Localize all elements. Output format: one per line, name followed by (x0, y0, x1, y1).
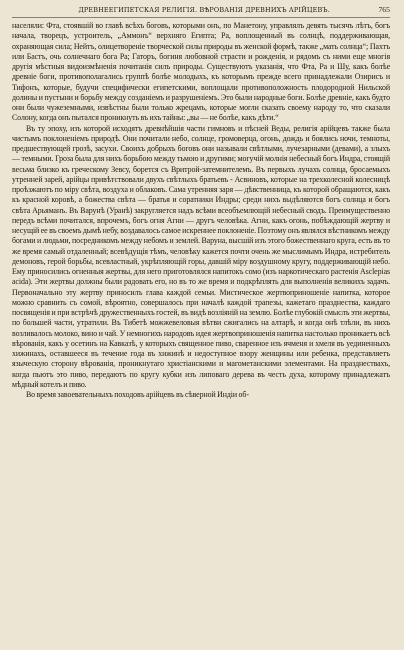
body-text (12, 21, 390, 400)
running-title: ДРЕВНЕЕГИПЕТСКАЯ РЕЛИГІЯ. ВѢРОВАНІЯ ДРЕВНИХЪ АРІЙЦЕВЪ. (78, 6, 330, 14)
running-header (12, 5, 390, 18)
paragraph-2: Въ ту эпоху, изъ которой исходятъ древнѣйшія части гимновъ и пѣсней Веды, религія арійцевъ также была чистымъ поклоненіемъ природѣ. Они почитали небо, солнце, громоверца, огонь, дождь и боялись ночи, темноты, предшествующей грозѣ, засухи. Своихъ добрыхъ боговъ они называли свѣтлыми, лучезарными (девами), а злыхъ — темными. Гроза была для нихъ борьбою между тьмою и другими; могучій молнія небесный богъ Индра, стоящій весьма близко къ греческому Зевсу, борется съ Вритрой-затемнителемъ. Въ первыхъ лучахъ солнца, бросаемыхъ утренней зарей, арійцы привѣтствовали двухъ свѣтлыхъ братьевъ - Асвиновъ, которые на трехколесной колесницѣ проѣзжаютъ по міру свѣта, воздуха и облаковъ. Сама утренняя заря — дѣвственница, къ которой обращаются, какъ къ красной коровѣ, а божества свѣта — братья и соратники Индры; среди нихъ выдѣляются богъ солнца и богъ свѣта Арьяманъ. Въ Варунѣ (Уранѣ) закругляется надъ всѣми всеобъемлющій небесный сводъ. Преимущественно передъ всѣми почитался, впрочемъ, богъ огня Агни — другъ человѣка. Агни, какъ огонь, побѣждающій жертву и несущій ее въ своемъ дымѣ небу, воздавалось самое искреннее поклоненіе. Поэтому онъ являлся вѣстникомъ между богами и людьми, посредникомъ между небомъ и землей. Варуна, высшій изъ этого божественнаго круга, есть въ то же время самый отдаленный; всевѣдущія тѣмъ, человѣку кажется почти очень же мыслимымъ Индра, истребитель демоновъ, герой борьбы, всевластный, укрѣпляющій горы, давшій міру воздушному кругу, поддерживающій небо. Ему приносились огненныя жертвы, для него приготовлялся напитокъ сомо (изъ наркотическаго растенія Asclepias acida). Эти жертвы должны были радовать его, но въ то же время и подкрѣплять для выполненія великихъ задачъ. Первоначально эту жертву приносилъ глава каждой семьи. Мистическое жертвоприношеніе напитка, которое можно сравнить съ сомой, вѣроятно, совершалось при началѣ каждой трапезы, кажетаго празднества, каждаго посвященія и при встрѣчѣ дружественныхъ гостей, въ видѣ возліяній на землю. Болѣе глубокій смыслъ эти жертвы, по большей части, утратили. Въ Тибетѣ можжевеловыя вѣтви сжигались на алтарѣ, и когда онѣ тлѣли, въ нихъ возливалось молоко, вино и чай. У немногихъ народовъ идея жертвоприношенія напитка настолько проникаетъ всѣ вѣрованія, какъ у осетинъ на Кавказѣ, у которыхъ священное пиво, сваренное изъ ячменя и хмеля въ уединенныхъ хижинахъ, оставшееся въ течение года въ хижинѣ и недоступное взору женщины или ребенка, представляетъ языческую сторону вѣрованія, проникнутаго христіанскими и магометанскими элементами. На празднествахъ, когда пьютъ это пиво, передаютъ по кругу кубки изъ липоваго дерева въ честь духа, которому принадлежатъ мѣдный котелъ и пиво. (12, 123, 390, 389)
paragraph-3: Во время завоевательныхъ походовъ арійцевъ въ сѣверной Индіи об- (26, 390, 249, 399)
paragraph-1: населяли: Фта, стоявшій во главѣ всѣхъ боговъ, которыми онъ, по Манетону, управлялъ девять тысячъ лѣтъ, богъ начала, творецъ, устроитель, „Аммонъ“ верхняго Египта; Ра, воплощенный въ солнцѣ, поддерживающая, охраняющая сила; Нейтъ, олицетвореніе творческой силы природы въ женской формѣ, также „мать солнца“; Пахтъ или Бастъ, очь солнечнаго бога Ра; Гаторъ, богиня любовной страсти и рожденія, и рядомъ съ ними еще многія другія мѣстныя видоизмѣненія почитанія силъ природы. Существуютъ указанія, что Фта, Ра и Шу, какъ болѣе древніе боги, противополагались группѣ болѣе молодыхъ, къ которымъ прежде всего принадлежали Озирисъ и Тифонъ, которые, будучи специфически египетскими, воплощали противоположность плодородной Нильской долины и пустыни и борьбу между созданіемъ и разрушеніемъ. Это были народные боги. Болѣе древніе, какъ будто они были чужеземными, извѣстны были только жрецамъ, которые могли сказать своему народу то, что сказали Солону, когда онъ пытался проникнуть въ ихъ тайны: „вы — не болѣе, какъ дѣти.“ (12, 21, 390, 123)
page-number: 765 (378, 5, 390, 14)
